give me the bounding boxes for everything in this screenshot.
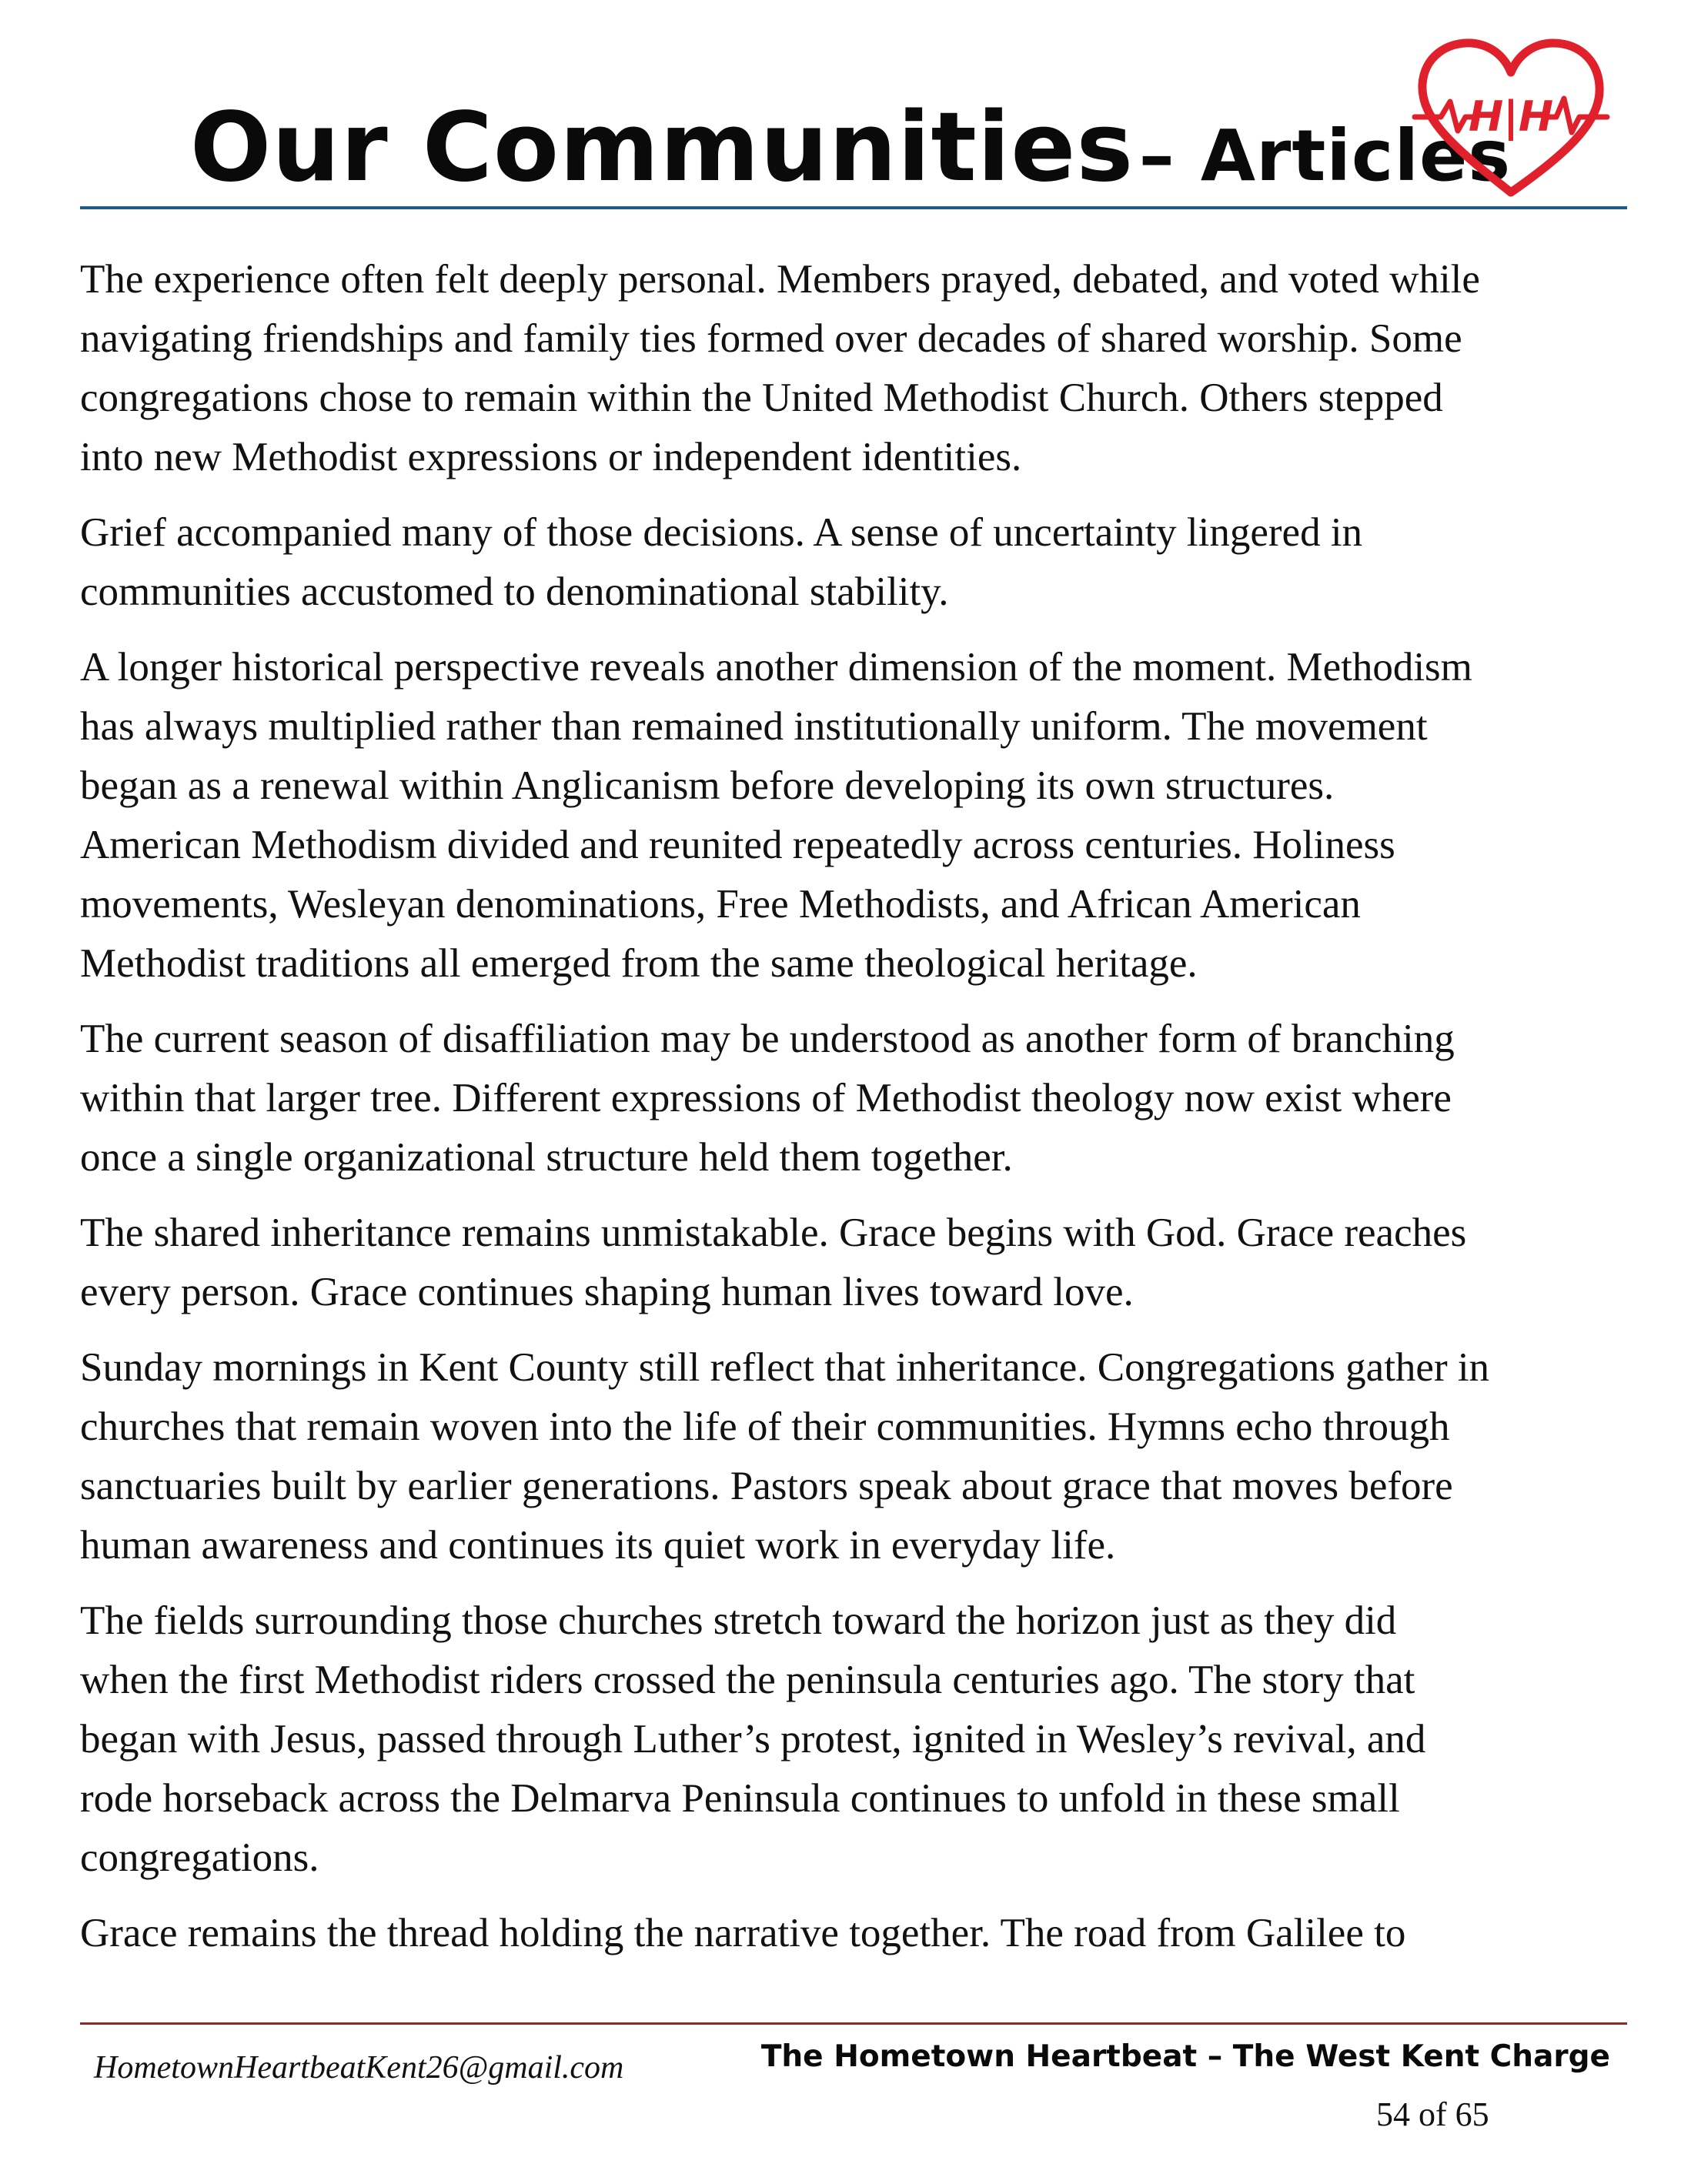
paragraph-line: movements, Wesleyan denominations, Free Methodists, and African American	[80, 882, 1361, 927]
article-paragraph	[80, 1591, 1635, 1888]
paragraph-line: communities accustomed to denominational stability.	[80, 569, 949, 614]
paragraph-line: Grace remains the thread holding the narrative together. The road from Galilee to	[80, 1911, 1406, 1955]
article-paragraph	[80, 1904, 1635, 1963]
article-paragraph	[80, 1204, 1635, 1322]
paragraph-line: when the first Methodist riders crossed the peninsula centuries ago. The story that	[80, 1658, 1415, 1702]
article-paragraph	[80, 638, 1635, 993]
title-divider	[80, 206, 1627, 209]
paragraph-line: American Methodism divided and reunited repeatedly across centuries. Holiness	[80, 823, 1395, 867]
logo-letters: H|H	[1468, 92, 1554, 141]
paragraph-line: A longer historical perspective reveals another dimension of the moment. Methodism	[80, 645, 1472, 690]
footer-publication: The Hometown Heartbeat – The West Kent Charge	[760, 2039, 1610, 2074]
paragraph-line: once a single organizational structure held them together.	[80, 1135, 1013, 1180]
paragraph-line: began with Jesus, passed through Luther’s protest, ignited in Wesley’s revival, and	[80, 1717, 1426, 1762]
paragraph-line: into new Methodist expressions or independent identities.	[80, 435, 1022, 479]
footer-email: HometownHeartbeatKent26@gmail.com	[94, 2050, 624, 2085]
paragraph-line: The experience often felt deeply personal. Members prayed, debated, and voted while	[80, 257, 1480, 302]
article-paragraph	[80, 1010, 1635, 1187]
paragraph-line: The current season of disaffiliation may be understood as another form of branching	[80, 1017, 1455, 1061]
paragraph-line: congregations chose to remain within the United Methodist Church. Others stepped	[80, 376, 1443, 420]
page-number: 54 of 65	[1376, 2096, 1489, 2133]
paragraph-line: human awareness and continues its quiet work in everyday life.	[80, 1523, 1116, 1568]
paragraph-line: began as a renewal within Anglicanism before developing its own structures.	[80, 763, 1335, 808]
paragraph-line: The shared inheritance remains unmistakable. Grace begins with God. Grace reaches	[80, 1211, 1467, 1255]
article-paragraph	[80, 503, 1635, 622]
paragraph-line: has always multiplied rather than remained institutionally uniform. The movement	[80, 704, 1428, 749]
paragraph-line: Sunday mornings in Kent County still reflect that inheritance. Congregations gather in	[80, 1345, 1490, 1390]
paragraph-line: churches that remain woven into the life of their communities. Hymns echo through	[80, 1404, 1450, 1449]
page-title-main: Our Communities	[189, 92, 1135, 203]
article-paragraph	[80, 250, 1635, 487]
paragraph-line: The fields surrounding those churches stretch toward the horizon just as they did	[80, 1598, 1397, 1643]
paragraph-line: within that larger tree. Different expressions of Methodist theology now exist where	[80, 1076, 1452, 1120]
paragraph-line: Grief accompanied many of those decisions. A sense of uncertainty lingered in	[80, 510, 1363, 555]
paragraph-line: congregations.	[80, 1835, 319, 1880]
heart-logo-icon	[1410, 34, 1612, 205]
paragraph-line: sanctuaries built by earlier generations. Pastors speak about grace that moves before	[80, 1464, 1453, 1508]
footer-divider	[80, 2022, 1627, 2025]
paragraph-line: every person. Grace continues shaping human lives toward love.	[80, 1270, 1134, 1314]
paragraph-line: Methodist traditions all emerged from the same theological heritage.	[80, 941, 1198, 986]
article-body	[80, 250, 1635, 1979]
paragraph-line: rode horseback across the Delmarva Peninsula continues to unfold in these small	[80, 1776, 1400, 1821]
paragraph-line: navigating friendships and family ties formed over decades of shared worship. Some	[80, 316, 1462, 361]
page-title-sub: – Articles	[1138, 115, 1512, 197]
article-paragraph	[80, 1338, 1635, 1575]
